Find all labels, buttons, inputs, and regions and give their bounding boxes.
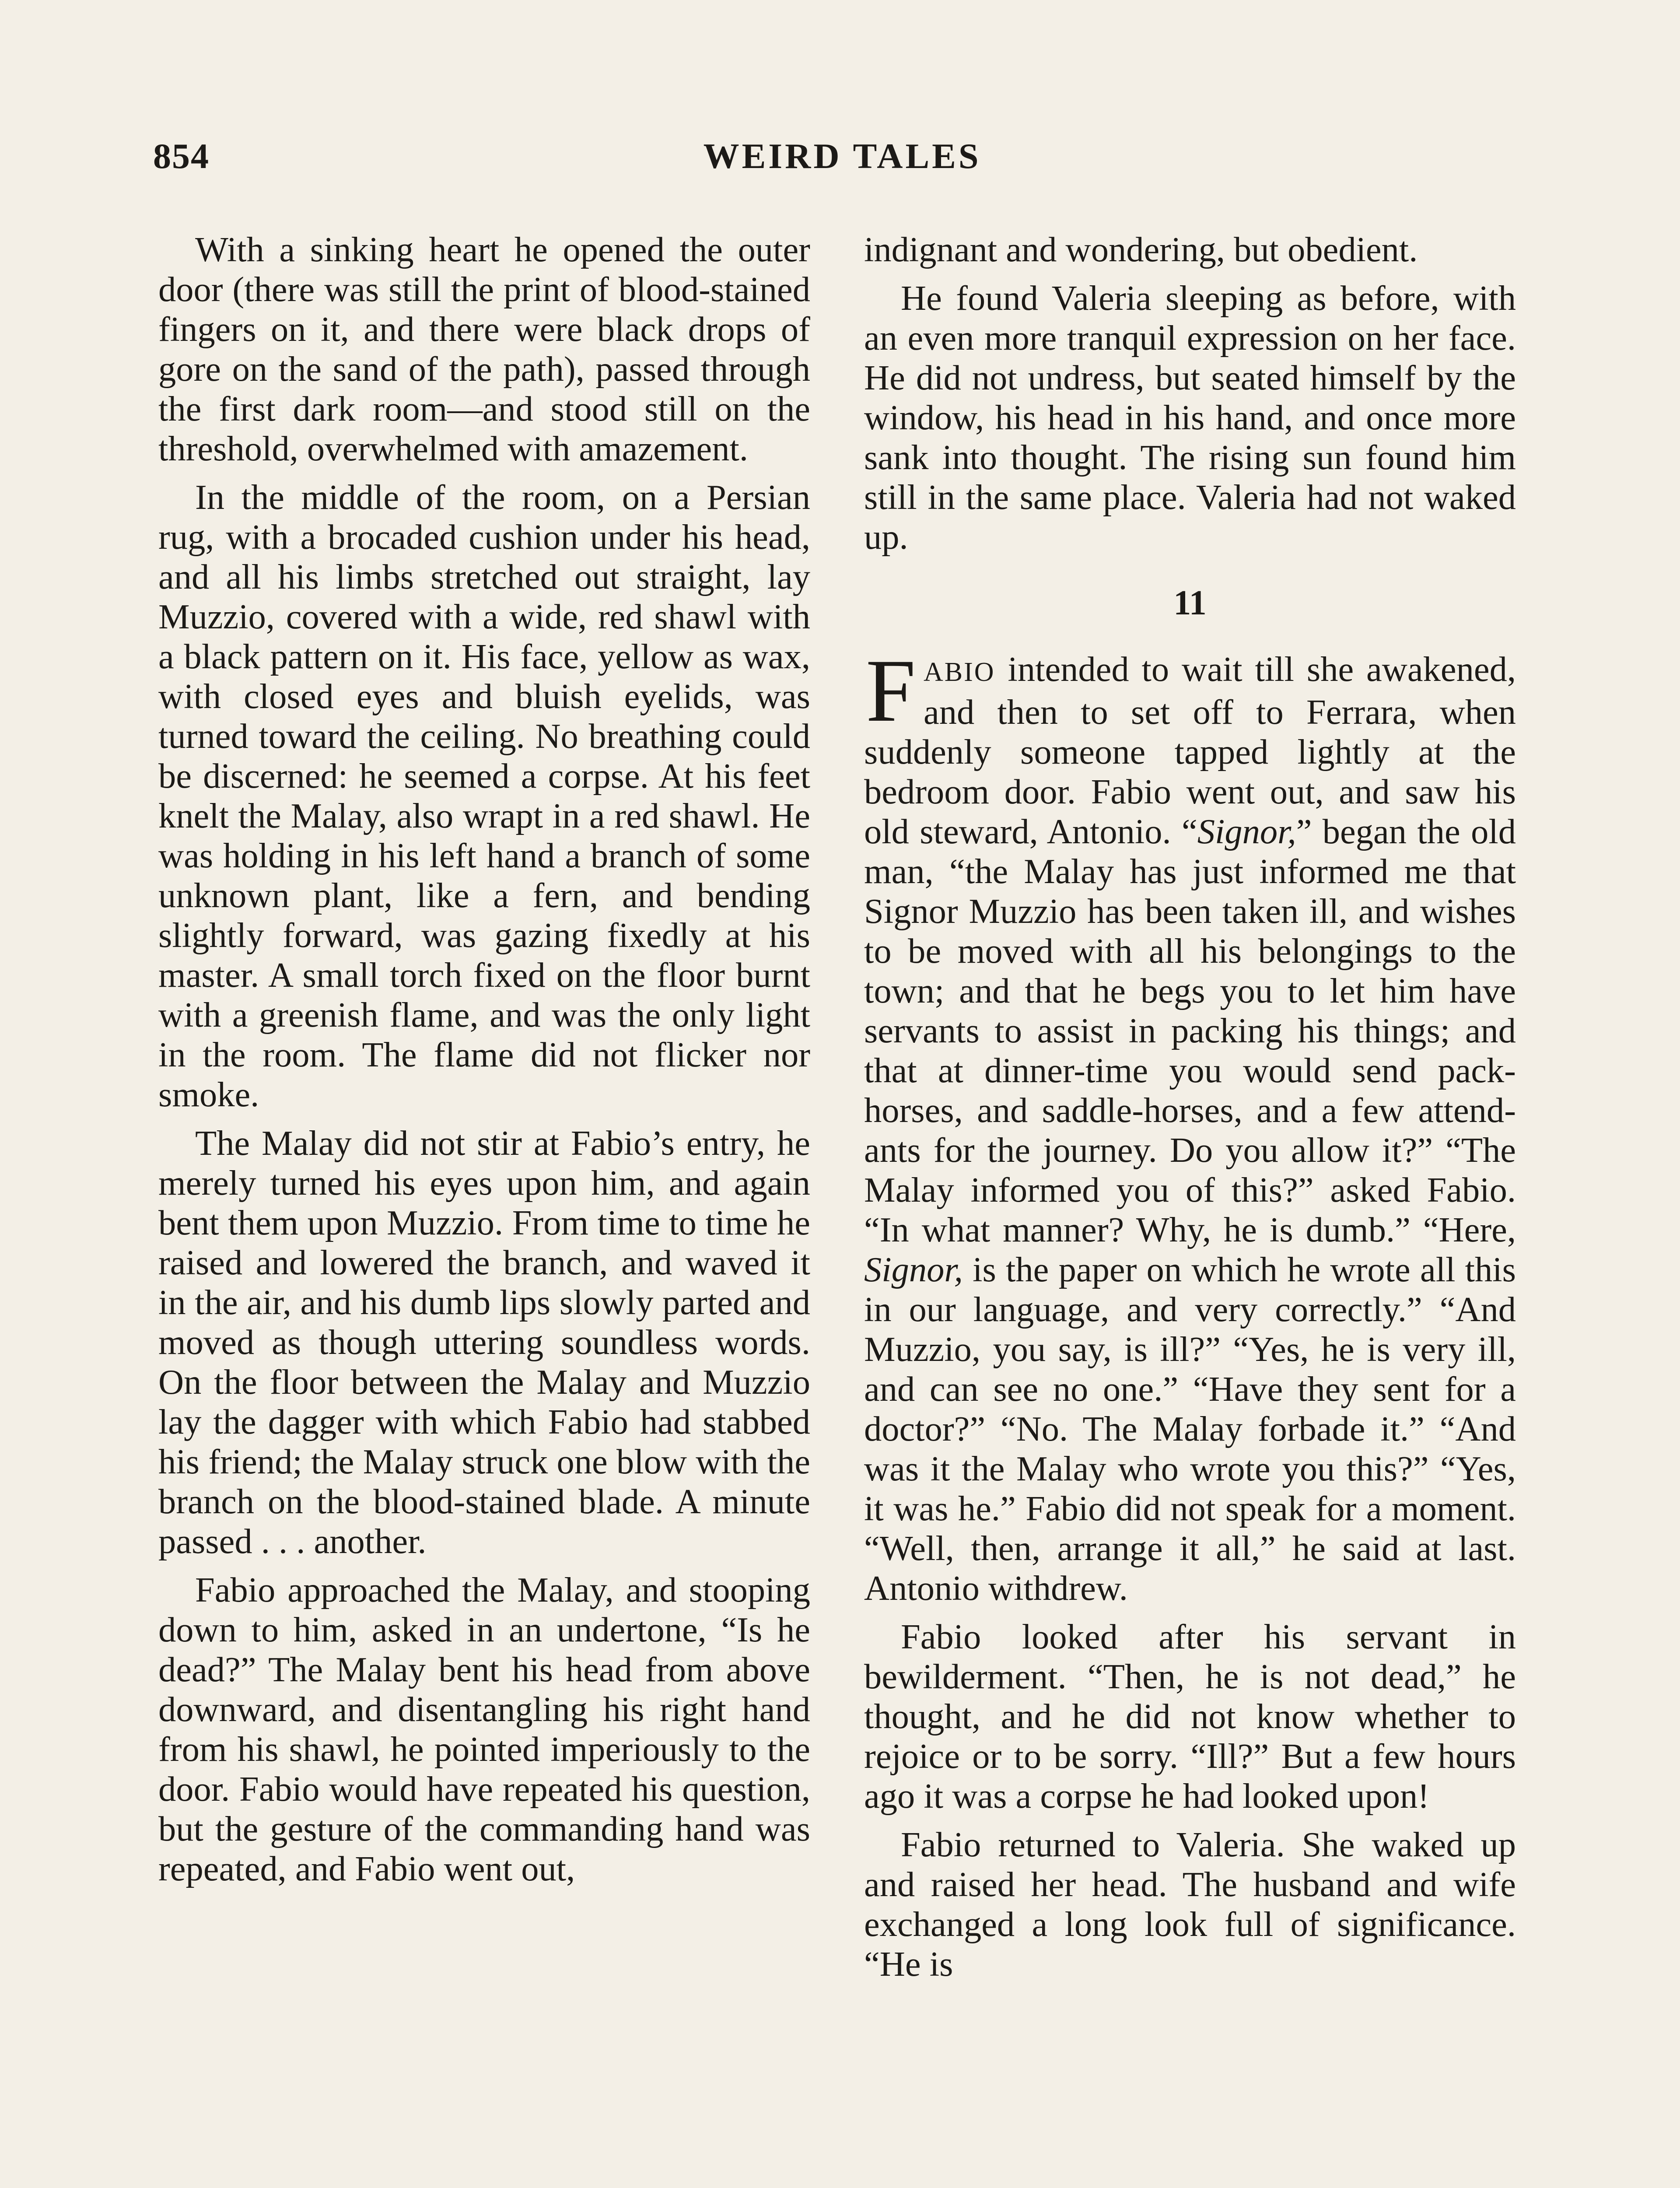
paragraph-continued: indignant and wondering, but obedient. [864,230,1418,269]
section-number: 11 [1173,584,1207,622]
running-title: WEIRD TALES [703,136,981,176]
page-header [153,136,1531,188]
paragraph: Fabio approached the Malay, and stooping down to him, asked in an undertone, “Is he dead?” The Malay bent his head from above downward, and disentangling his right hand from his shawl, he pointed imperiously to the door. Fabio would have repeated his question, but the gesture of the commanding hand was repeated, and Fabio went out, [158,1571,810,1888]
paragraph-dropcap [864,641,1516,1608]
small-caps-text: ABIO [924,657,995,687]
paragraph: Fabio returned to Valeria. She waked up and raised her head. The husband and wife exchanged a long look full of significance. “He is [864,1825,1516,1984]
paragraph: With a sinking heart he opened the outer door (there was still the print of blood-stained fingers on it, and there were black drops of gore on the sand of the path), passed through the first dark room—and stood still on the threshold, overwhelmed with amazement. [158,230,810,468]
paragraph: Fabio looked after his servant in bewilderment. “Then, he is not dead,” he thought, and he did not know whether to rejoice or to be sorry. “Ill?” But a few hours ago it was a corpse he had looked upon! [864,1617,1516,1816]
italic-text: Signor, [1197,812,1296,851]
paragraph: He found Valeria sleeping as before, with an even more tranquil expression on her face. He did not undress, but seated himself by the window, his head in his hand, and once more sank into thought. The rising sun found him still in the same place. Valeria had not waked up. [864,279,1516,557]
left-column [158,230,810,1897]
paragraph-text: ” began the old man, “the Malay has just informed me that Signor Muzzio has been taken ill, and wishes to be moved with all his belongings to the town; and that he begs you to let him have servants to assist in packing his things; and that at dinner-time you would send pack-horses, and saddle-horses, and a few attendants for the journey. Do you allow it?” “The Malay informed you of this?” asked Fabio. “In what manner? Why, he is dumb.” “Here, [864,812,1516,1249]
paragraph-text: intended to wait till she awakened, and then to set off to Ferrara, when suddenly someone tapped lightly at the bedroom door. Fabio went out, and saw his old steward, Antonio. “ [864,650,1516,851]
drop-cap-letter: F [866,641,916,740]
italic-text: Signor, [864,1250,963,1289]
paragraph: The Malay did not stir at Fabio’s entry, he merely turned his eyes upon him, and again bent them upon Muzzio. From time to time he raised and lowered the branch, and waved it in the air, and his dumb lips slowly parted and moved as though uttering soundless words. On the floor between the Malay and Muzzio lay the dagger with which Fabio had stabbed his friend; the Malay struck one blow with the branch on the blood-stained blade. A minute passed . . . another. [158,1124,810,1561]
page-number: 854 [153,136,210,176]
paragraph: In the middle of the room, on a Persian rug, with a brocaded cushion under his head, and all his limbs stretched out straight, lay Muzzio, covered with a wide, red shawl with a black pattern on it. His face, yellow as wax, with closed eyes and bluish eyelids, was turned toward the ceiling. No breathing could be discerned: he seemed a corpse. At his feet knelt the Malay, also wrapt in a red shawl. He was holding in his left hand a branch of some unknown plant, like a fern, and bending slightly forward, was gazing fixedly at his master. A small torch fixed on the floor burnt with a greenish flame, and was the only light in the room. The flame did not flicker nor smoke. [158,478,810,1114]
right-column [864,230,1516,1993]
paragraph-text: is the paper on which he wrote all this in our language, and very correctly.” “And Muzzio, you say, is ill?” “Yes, he is very ill, and can see no one.” “Have they sent for a doctor?” “No. The Malay forbade it.” “And was it the Malay who wrote you this?” “Yes, it was he.” Fabio did not speak for a moment. “Well, then, arrange it all,” he said at last. Antonio withdrew. [864,1250,1516,1608]
